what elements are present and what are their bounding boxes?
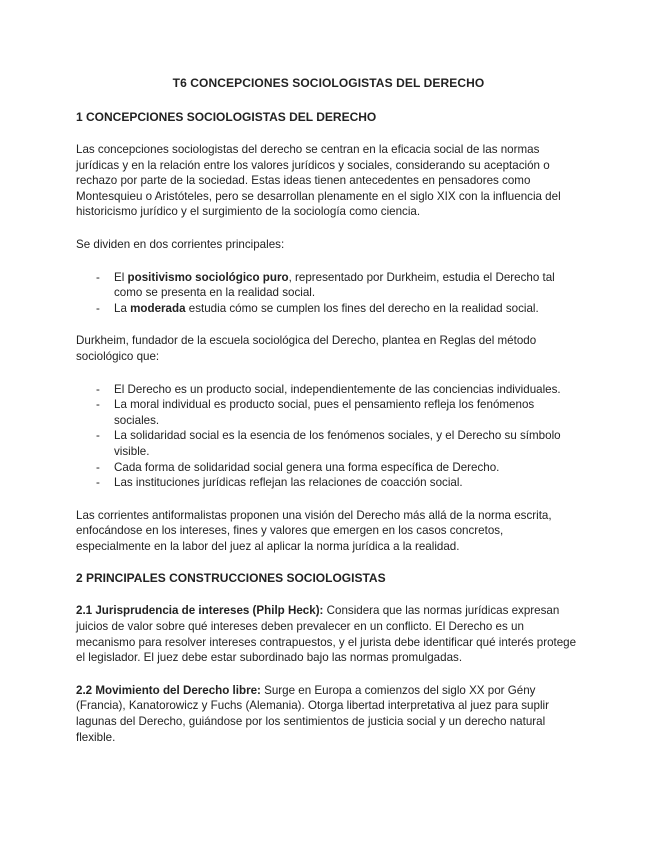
document-title: T6 CONCEPCIONES SOCIOLOGISTAS DEL DERECHO: [172, 76, 485, 90]
list-item: - La solidaridad social es la esencia de los fenómenos sociales, y el Derecho su símbolo visible.: [96, 429, 561, 458]
document-page: [76, 76, 581, 762]
durkheim-list: [76, 382, 581, 491]
list-item: - Cada forma de solidaridad social genera una forma específica de Derecho.: [96, 460, 500, 474]
list-item: - La moral individual es producto social, pues el pensamiento refleja los fenómenos sociales.: [96, 398, 535, 427]
list-item: - La moderada estudia cómo se cumplen los fines del derecho en la realidad social.: [96, 301, 539, 315]
subsection-2-1-text: Considera que las normas jurídicas expresan juicios de valor sobre qué intereses deben prevalecer en un conflicto. El Derecho es un mecanismo para resolver intereses contrapuestos, y el jurista debe identificar qué interés protege el legislador. El juez debe estar subordinado bajo las normas promulgadas.: [76, 604, 577, 665]
list-item: - El Derecho es un producto social, independientemente de las conciencias individuales.: [96, 382, 561, 396]
subsection-2-1: [76, 603, 581, 665]
subsection-2-2-title: 2.2 Movimiento del Derecho libre:: [76, 683, 261, 697]
subsection-2-2-text: Surge en Europa a comienzos del siglo XX por Gény (Francia), Kanatorowicz y Fuchs (Alemania). Otorga libertad interpretativa al juez para suplir lagunas del Derecho, guiándose por los sentimientos de justicia social y un derecho natural flexible.: [76, 683, 549, 744]
subsection-2-1-title: 2.1 Jurisprudencia de intereses (Philp Heck):: [76, 604, 324, 618]
list-item: - Las instituciones jurídicas reflejan las relaciones de coacción social.: [96, 476, 463, 490]
list-item: - El positivismo sociológico puro, representado por Durkheim, estudia el Derecho tal como se presenta en la realidad social.: [96, 270, 555, 300]
section-1-paragraph-4: Las corrientes antiformalistas proponen una visión del Derecho más allá de la norma escrita, enfocándose en los intereses, fines y valores que emergen en los casos concretos, especialmente en la labor del juez al aplicar la norma jurídica a la realidad.: [76, 508, 552, 553]
corrientes-list: [76, 270, 581, 317]
subsection-2-2: [76, 683, 581, 745]
section-1-paragraph-2: Se dividen en dos corrientes principales:: [76, 237, 285, 251]
section-1-heading: 1 CONCEPCIONES SOCIOLOGISTAS DEL DERECHO: [76, 110, 377, 124]
section-1-paragraph-1: Las concepciones sociologistas del derecho se centran en la eficacia social de las normas jurídicas y en la relación entre los valores jurídicos y sociales, considerando su aceptación o rechazo por parte de la sociedad. Estas ideas tienen antecedentes en pensadores como Montesquieu o Aristóteles, pero se desarrollan plenamente en el siglo XIX con la influencia del historicismo jurídico y el surgimiento de la sociología como ciencia.: [76, 143, 561, 219]
section-2-heading: 2 PRINCIPALES CONSTRUCCIONES SOCIOLOGISTAS: [76, 571, 386, 586]
section-1-paragraph-3: Durkheim, fundador de la escuela sociológica del Derecho, plantea en Reglas del método sociológico que:: [76, 334, 537, 363]
